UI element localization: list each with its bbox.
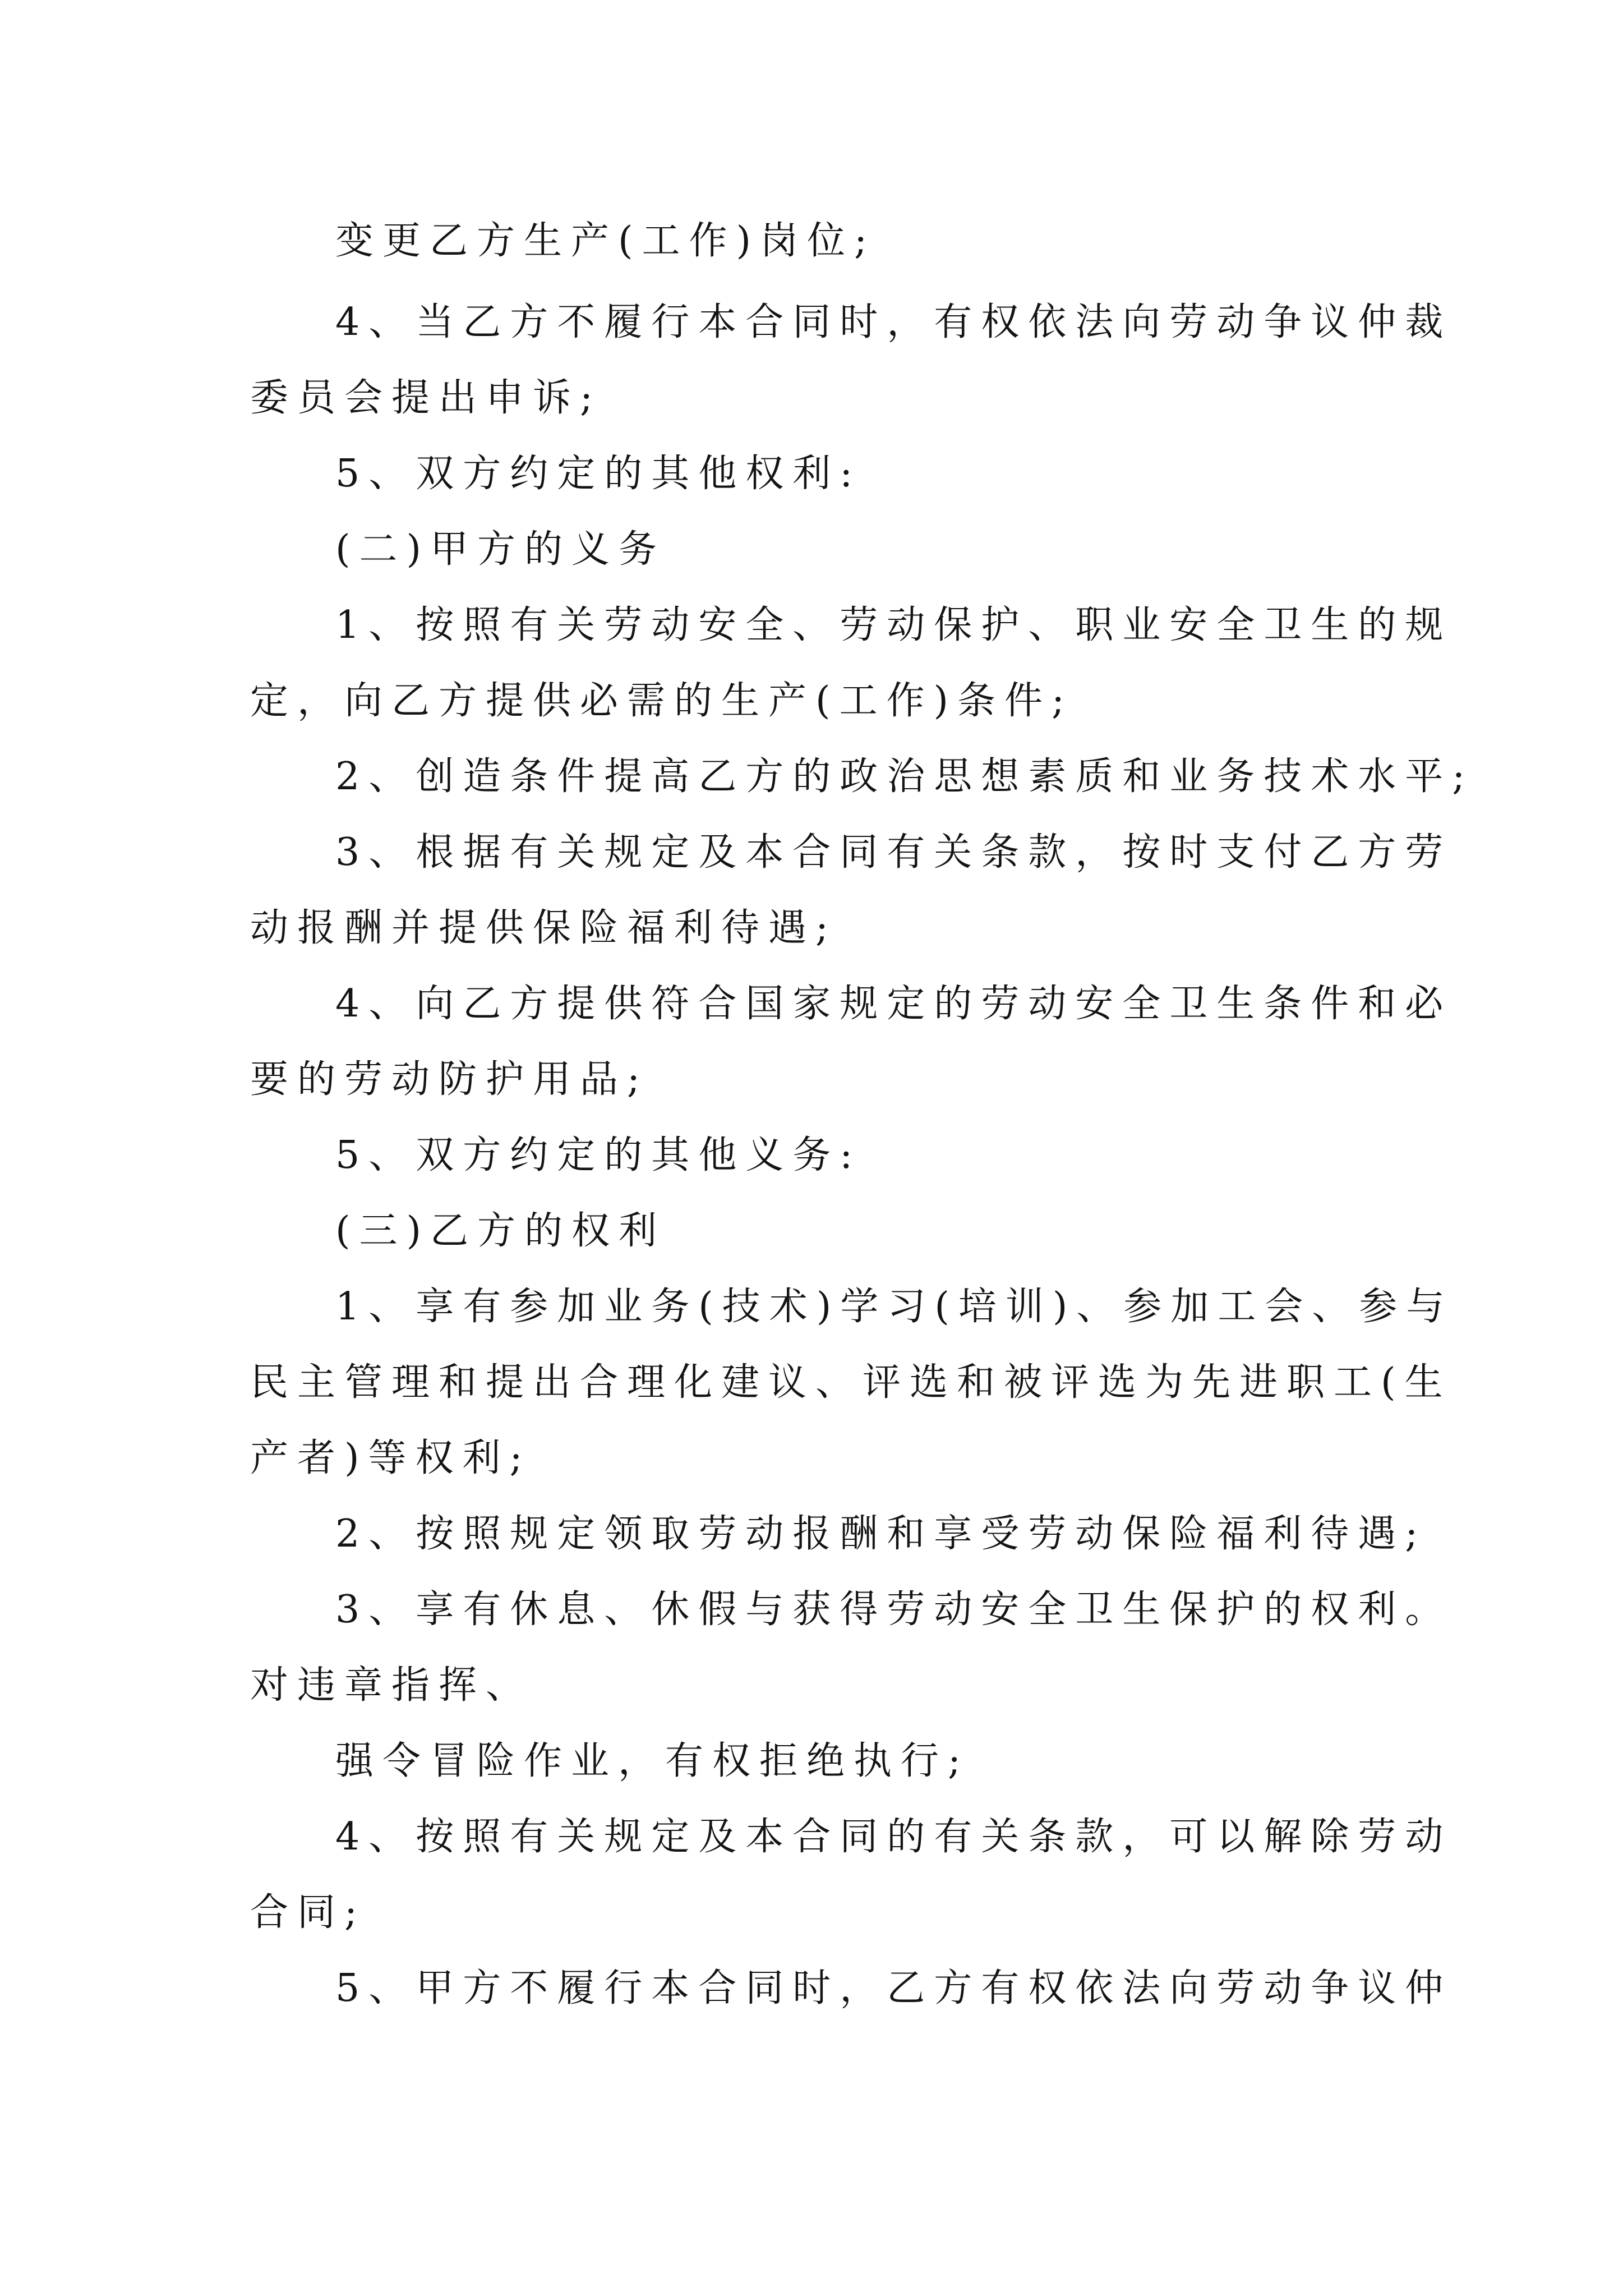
text-line: 动报酬并提供保险福利待遇; [250,906,837,950]
text-line: 2、创造条件提高乙方的政治思想素质和业务技术水平; [335,754,1474,799]
text-line: 4、当乙方不履行本合同时，有权依法向劳动争议仲裁 [335,300,1453,344]
text-line: 1、享有参加业务(技术)学习(培训)、参加工会、参与 [335,1285,1454,1329]
text-line: 4、向乙方提供符合国家规定的劳动安全卫生条件和必 [335,982,1453,1026]
text-line: 5、双方约定的其他权利: [335,452,862,496]
text-line: 3、根据有关规定及本合同有关条款，按时支付乙方劳 [335,830,1453,875]
text-line: 定，向乙方提供必需的生产(工作)条件; [250,679,1073,723]
text-line: 产者)等权利; [250,1436,532,1480]
text-line: 2、按照规定领取劳动报酬和享受劳动保险福利待遇; [335,1512,1427,1556]
text-line: 合同; [250,1890,366,1935]
text-line: (二)甲方的义务 [335,527,666,572]
text-line: 4、按照有关规定及本合同的有关条款，可以解除劳动 [335,1815,1453,1859]
text-line: (三)乙方的权利 [335,1209,666,1253]
text-line: 强令冒险作业，有权拒绝执行; [335,1739,970,1783]
text-line: 要的劳动防护用品; [250,1057,649,1102]
text-line: 5、甲方不履行本合同时，乙方有权依法向劳动争议仲 [335,1966,1453,2010]
text-line: 3、享有休息、休假与获得劳动安全卫生保护的权利。 [335,1588,1453,1632]
text-line: 对违章指挥、 [250,1663,533,1708]
text-line: 变更乙方生产(工作)岗位; [335,219,876,263]
text-line: 民主管理和提出合理化建议、评选和被评选为先进职工(生 [250,1360,1452,1405]
text-line: 5、双方约定的其他义务: [335,1133,862,1177]
text-line: 委员会提出申诉; [250,376,602,420]
text-line: 1、按照有关劳动安全、劳动保护、职业安全卫生的规 [335,603,1453,647]
